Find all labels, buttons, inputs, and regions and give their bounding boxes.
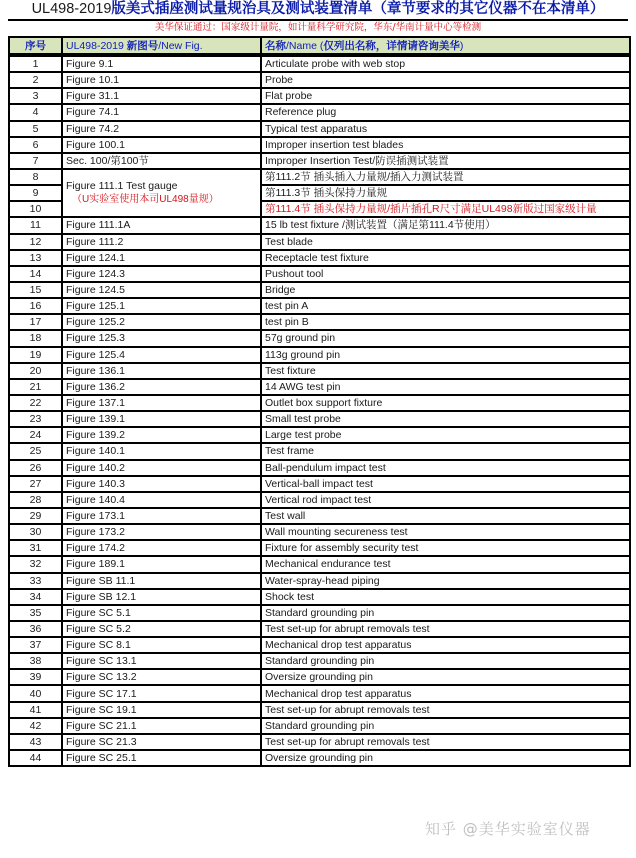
row-seq: 9 bbox=[9, 185, 62, 201]
row-name: Oversize grounding pin bbox=[261, 669, 630, 685]
table-row bbox=[9, 427, 630, 443]
row-name: Receptacle test fixture bbox=[261, 250, 630, 266]
row-seq: 27 bbox=[9, 476, 62, 492]
row-figure: Figure SC 5.1 bbox=[62, 605, 261, 621]
row-seq: 35 bbox=[9, 605, 62, 621]
row-name: Reference plug bbox=[261, 104, 630, 120]
row-figure: Figure SC 21.1 bbox=[62, 718, 261, 734]
row-seq: 21 bbox=[9, 379, 62, 395]
header-figure-std: UL498-2019 bbox=[66, 39, 127, 52]
row-seq: 37 bbox=[9, 637, 62, 653]
row-figure: Figure 125.2 bbox=[62, 314, 261, 330]
row-figure: Figure SB 11.1 bbox=[62, 573, 261, 589]
row-figure: Figure SC 13.2 bbox=[62, 669, 261, 685]
row-figure: Figure SC 13.1 bbox=[62, 653, 261, 669]
table-row bbox=[9, 169, 630, 185]
row-seq: 24 bbox=[9, 427, 62, 443]
row-figure: Figure 124.1 bbox=[62, 250, 261, 266]
table-row bbox=[9, 734, 630, 750]
table-row bbox=[9, 395, 630, 411]
row-name: Mechanical endurance test bbox=[261, 556, 630, 572]
header-name bbox=[261, 37, 630, 55]
table-row bbox=[9, 88, 630, 104]
row-figure: Figure 140.1 bbox=[62, 443, 261, 459]
row-seq: 34 bbox=[9, 589, 62, 605]
table-row bbox=[9, 330, 630, 346]
header-seq: 序号 bbox=[9, 37, 62, 55]
table-row bbox=[9, 314, 630, 330]
table-row bbox=[9, 217, 630, 233]
row-seq: 2 bbox=[9, 72, 62, 88]
header-name-close: ) bbox=[459, 39, 464, 52]
row-seq: 16 bbox=[9, 298, 62, 314]
table-row bbox=[9, 443, 630, 459]
row-seq: 3 bbox=[9, 88, 62, 104]
table-row bbox=[9, 508, 630, 524]
row-figure: Figure SC 19.1 bbox=[62, 702, 261, 718]
row-name: 第111.3节 插头保持力量规 bbox=[261, 185, 630, 201]
row-name: Test fixture bbox=[261, 363, 630, 379]
certification-note: 美华保证通过：国家级计量院，如计量科学研究院，华东/华南计量中心等检测 bbox=[154, 22, 482, 33]
row-seq: 36 bbox=[9, 621, 62, 637]
row-figure: Figure 173.1 bbox=[62, 508, 261, 524]
row-seq: 15 bbox=[9, 282, 62, 298]
row-figure: Figure 100.1 bbox=[62, 137, 261, 153]
row-name: 113g ground pin bbox=[261, 347, 630, 363]
row-figure: Figure 189.1 bbox=[62, 556, 261, 572]
row-name: 第111.4节 插头保持力量规/插片插孔R尺寸满足UL498新版过国家级计量 bbox=[261, 201, 630, 217]
row-seq: 17 bbox=[9, 314, 62, 330]
row-seq: 20 bbox=[9, 363, 62, 379]
header-figure-cn: 新图号 bbox=[126, 39, 159, 52]
table-row bbox=[9, 137, 630, 153]
row-seq: 10 bbox=[9, 201, 62, 217]
row-seq: 41 bbox=[9, 702, 62, 718]
row-seq: 19 bbox=[9, 347, 62, 363]
row-seq: 39 bbox=[9, 669, 62, 685]
row-figure: Figure 140.3 bbox=[62, 476, 261, 492]
row-seq: 1 bbox=[9, 55, 62, 72]
row-figure: Figure SC 8.1 bbox=[62, 637, 261, 653]
row-name: Test set-up for abrupt removals test bbox=[261, 734, 630, 750]
row-seq: 25 bbox=[9, 443, 62, 459]
row-figure: Figure 173.2 bbox=[62, 524, 261, 540]
row-name: Small test probe bbox=[261, 411, 630, 427]
row-seq: 33 bbox=[9, 573, 62, 589]
row-name: Test set-up for abrupt removals test bbox=[261, 702, 630, 718]
row-name: Test wall bbox=[261, 508, 630, 524]
row-name: Test blade bbox=[261, 234, 630, 250]
row-figure: Figure 140.2 bbox=[62, 460, 261, 476]
table-row bbox=[9, 104, 630, 120]
row-figure-label: Figure 111.1 Test gauge bbox=[66, 180, 178, 193]
table-row bbox=[9, 573, 630, 589]
table-row bbox=[9, 605, 630, 621]
table-row bbox=[9, 411, 630, 427]
table-row bbox=[9, 460, 630, 476]
row-name: test pin B bbox=[261, 314, 630, 330]
row-name: Flat probe bbox=[261, 88, 630, 104]
header-name-note: 仅列出名称，详情请咨询美华 bbox=[323, 39, 460, 52]
row-figure: Figure 140.4 bbox=[62, 492, 261, 508]
row-figure: Figure SC 17.1 bbox=[62, 685, 261, 701]
row-seq: 26 bbox=[9, 460, 62, 476]
row-figure: Sec. 100/第100节 bbox=[62, 153, 261, 169]
row-name: Shock test bbox=[261, 589, 630, 605]
row-name: Improper Insertion Test/防误插测试装置 bbox=[261, 153, 630, 169]
table-row bbox=[9, 685, 630, 701]
row-figure: Figure 137.1 bbox=[62, 395, 261, 411]
row-name: Outlet box support fixture bbox=[261, 395, 630, 411]
row-seq: 14 bbox=[9, 266, 62, 282]
row-figure: Figure 74.1 bbox=[62, 104, 261, 120]
row-seq: 6 bbox=[9, 137, 62, 153]
row-figure: Figure SC 25.1 bbox=[62, 750, 261, 766]
table-row bbox=[9, 363, 630, 379]
row-name: Large test probe bbox=[261, 427, 630, 443]
row-figure: Figure 125.1 bbox=[62, 298, 261, 314]
table-row bbox=[9, 121, 630, 137]
row-name: Water-spray-head piping bbox=[261, 573, 630, 589]
row-seq: 30 bbox=[9, 524, 62, 540]
row-figure: Figure 136.1 bbox=[62, 363, 261, 379]
table-row bbox=[9, 72, 630, 88]
table-row bbox=[9, 282, 630, 298]
row-name: Pushout tool bbox=[261, 266, 630, 282]
header-name-en: /Name ( bbox=[286, 39, 324, 52]
table-row bbox=[9, 250, 630, 266]
table-header-row bbox=[9, 37, 630, 55]
row-figure: Figure 9.1 bbox=[62, 55, 261, 72]
header-name-cn: 名称 bbox=[265, 39, 286, 52]
row-name: Test frame bbox=[261, 443, 630, 459]
table-row bbox=[9, 298, 630, 314]
row-figure-note: （U实验室使用本司UL498量规） bbox=[72, 194, 219, 206]
row-name: Bridge bbox=[261, 282, 630, 298]
row-name: Improper insertion test blades bbox=[261, 137, 630, 153]
table-row bbox=[9, 669, 630, 685]
table-row bbox=[9, 750, 630, 766]
row-figure: Figure 10.1 bbox=[62, 72, 261, 88]
row-seq: 18 bbox=[9, 330, 62, 346]
row-figure: Figure 139.2 bbox=[62, 427, 261, 443]
row-seq: 5 bbox=[9, 121, 62, 137]
row-name: 14 AWG test pin bbox=[261, 379, 630, 395]
row-name: Ball-pendulum impact test bbox=[261, 460, 630, 476]
row-name: Mechanical drop test apparatus bbox=[261, 637, 630, 653]
table-row bbox=[9, 589, 630, 605]
table-row bbox=[9, 492, 630, 508]
table-row bbox=[9, 476, 630, 492]
row-figure: Figure SB 12.1 bbox=[62, 589, 261, 605]
row-seq: 28 bbox=[9, 492, 62, 508]
row-seq: 32 bbox=[9, 556, 62, 572]
row-seq: 12 bbox=[9, 234, 62, 250]
row-seq: 22 bbox=[9, 395, 62, 411]
row-figure: Figure 139.1 bbox=[62, 411, 261, 427]
row-seq: 38 bbox=[9, 653, 62, 669]
row-name: Standard grounding pin bbox=[261, 605, 630, 621]
row-figure: Figure 74.2 bbox=[62, 121, 261, 137]
header-figure-en: /New Fig. bbox=[158, 39, 203, 52]
row-seq: 23 bbox=[9, 411, 62, 427]
row-seq: 8 bbox=[9, 169, 62, 185]
table-row bbox=[9, 718, 630, 734]
table-row bbox=[9, 540, 630, 556]
table-row bbox=[9, 379, 630, 395]
row-seq: 13 bbox=[9, 250, 62, 266]
table-row bbox=[9, 556, 630, 572]
fixture-list-table bbox=[8, 36, 631, 767]
row-seq: 11 bbox=[9, 217, 62, 233]
document-title bbox=[0, 0, 636, 20]
table-row bbox=[9, 653, 630, 669]
table-row bbox=[9, 621, 630, 637]
row-name: Test set-up for abrupt removals test bbox=[261, 621, 630, 637]
table-row bbox=[9, 524, 630, 540]
row-seq: 40 bbox=[9, 685, 62, 701]
title-divider bbox=[8, 19, 628, 21]
row-seq: 7 bbox=[9, 153, 62, 169]
row-name: Vertical-ball impact test bbox=[261, 476, 630, 492]
row-figure bbox=[62, 169, 261, 217]
row-figure: Figure 31.1 bbox=[62, 88, 261, 104]
row-figure: Figure 111.1A bbox=[62, 217, 261, 233]
row-name: Probe bbox=[261, 72, 630, 88]
row-name: 15 lb test fixture /测试装置（满足第111.4节使用） bbox=[261, 217, 630, 233]
title-standard: UL498-2019 bbox=[31, 1, 112, 17]
row-figure: Figure 124.5 bbox=[62, 282, 261, 298]
row-figure: Figure SC 5.2 bbox=[62, 621, 261, 637]
row-name: Vertical rod impact test bbox=[261, 492, 630, 508]
row-name: Standard grounding pin bbox=[261, 653, 630, 669]
row-figure: Figure 125.4 bbox=[62, 347, 261, 363]
table-row bbox=[9, 55, 630, 72]
table-row bbox=[9, 702, 630, 718]
row-name: Mechanical drop test apparatus bbox=[261, 685, 630, 701]
row-figure: Figure 111.2 bbox=[62, 234, 261, 250]
table-body bbox=[9, 55, 630, 766]
row-figure: Figure 174.2 bbox=[62, 540, 261, 556]
table-row bbox=[9, 153, 630, 169]
row-figure: Figure 125.3 bbox=[62, 330, 261, 346]
row-name: Oversize grounding pin bbox=[261, 750, 630, 766]
row-name: Typical test apparatus bbox=[261, 121, 630, 137]
row-seq: 31 bbox=[9, 540, 62, 556]
row-seq: 42 bbox=[9, 718, 62, 734]
table-row bbox=[9, 234, 630, 250]
row-figure: Figure 136.2 bbox=[62, 379, 261, 395]
row-figure: Figure 124.3 bbox=[62, 266, 261, 282]
row-seq: 4 bbox=[9, 104, 62, 120]
row-figure: Figure SC 21.3 bbox=[62, 734, 261, 750]
row-name: 57g ground pin bbox=[261, 330, 630, 346]
row-name: Wall mounting secureness test bbox=[261, 524, 630, 540]
table-row bbox=[9, 637, 630, 653]
row-name: Articulate probe with web stop bbox=[261, 55, 630, 72]
row-seq: 43 bbox=[9, 734, 62, 750]
row-name: Fixture for assembly security test bbox=[261, 540, 630, 556]
title-main: 版美式插座测试量规治具及测试装置清单（章节要求的其它仪器不在本清单） bbox=[111, 1, 605, 17]
row-name: 第111.2节 插头插入力量规/插入力测试装置 bbox=[261, 169, 630, 185]
row-name: test pin A bbox=[261, 298, 630, 314]
row-seq: 29 bbox=[9, 508, 62, 524]
table-row bbox=[9, 266, 630, 282]
header-figure bbox=[62, 37, 261, 55]
row-seq: 44 bbox=[9, 750, 62, 766]
watermark: 知乎 @美华实验室仪器 bbox=[425, 820, 591, 838]
row-name: Standard grounding pin bbox=[261, 718, 630, 734]
table-row bbox=[9, 347, 630, 363]
